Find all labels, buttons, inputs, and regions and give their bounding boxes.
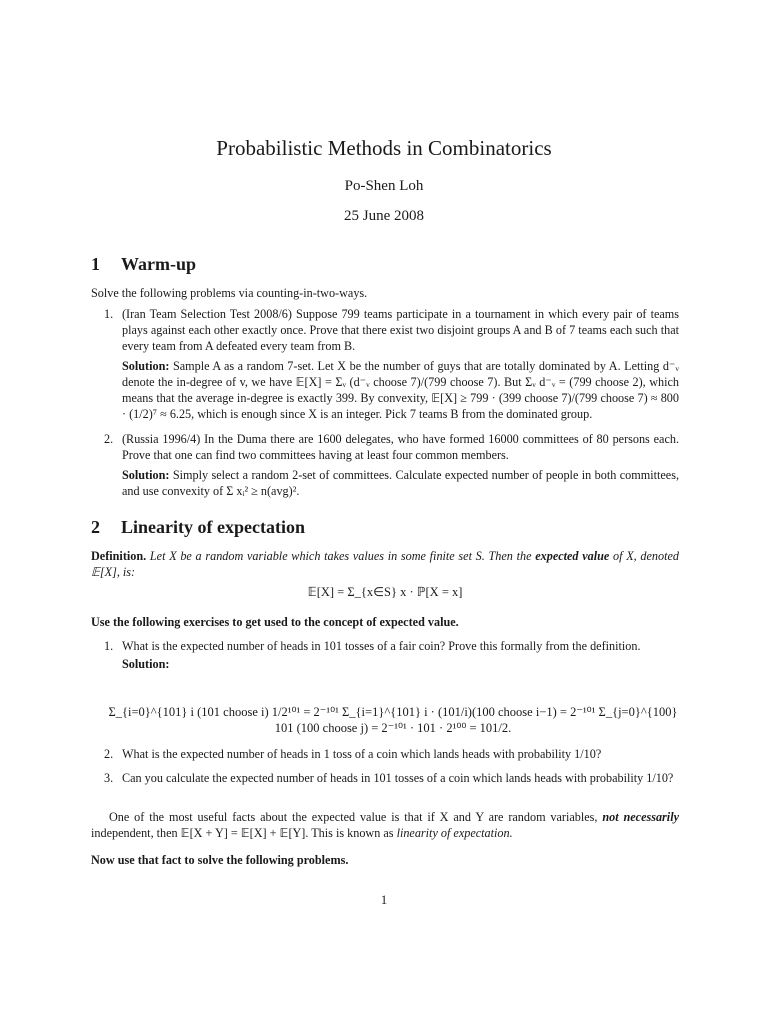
solution-block [122,467,679,499]
item-number: 1. [104,307,114,321]
solution-label: Solution: [122,657,170,671]
definition-paragraph [91,548,679,580]
solution-equation: Σ_{i=0}^{101} i (101 choose i) 1/2¹⁰¹ = 2⁻¹⁰¹ Σ_{i=1}^{101} i · (101/i)(100 choose i−1) = 2⁻¹⁰¹ Σ_{j=0}^{100} 101 (100 choose j) = 2⁻¹⁰¹ · 101 · 2¹⁰⁰ = 101/2. [108,705,678,735]
linearity-emphasis: not necessarily [602,810,679,824]
paper-date: 25 June 2008 [344,208,424,224]
list-item [104,306,679,422]
linearity-term: linearity of expectation. [396,826,513,840]
solution-label: Solution: [122,468,170,482]
item-number: 2. [104,747,114,761]
section-number: 1 [91,254,100,274]
linearity-text-mid: independent, then 𝔼[X + Y] = 𝔼[X] + 𝔼[Y]. This is known as [91,826,394,840]
list-item [104,746,679,762]
section-heading-warm-up [91,254,196,275]
paper-title: Probabilistic Methods in Combinatorics [216,136,552,160]
exercise-intro: Use the following exercises to get used to the concept of expected value. [91,615,459,629]
solution-text: Sample A as a random 7-set. Let X be the number of guys that are totally dominated by A. Letting d⁻ᵥ denote the in-degree of v, we have 𝔼[X] = Σᵥ (d⁻ᵥ choose 7)/(799 choose 7). But Σᵥ d⁻ᵥ = (799 choose 2), which means that the average in-degree is exactly 399. By convexity, 𝔼[X] ≥ 799 · (399 choose 7)/(799 choose 7) ≈ 800 · (1/2)⁷ ≈ 6.25, which is enough since X is an integer. Pick 7 teams B from the dominated group. [122,359,679,421]
solution-label: Solution: [122,359,170,373]
author-name: Po-Shen Loh [344,178,424,194]
problem-text: Can you calculate the expected number of heads in 101 tosses of a coin which lands heads with probability 1/10? [122,771,674,785]
section-number: 2 [91,517,100,537]
linearity-text: One of the most useful facts about the expected value is that if X and Y are random variables, [109,810,598,824]
page-number: 1 [380,893,388,907]
problem-text: (Russia 1996/4) In the Duma there are 1600 delegates, who have formed 16000 committees of 80 persons each. Prove that one can find two committees having at least four common members. [122,432,679,462]
list-item [104,431,679,499]
section-intro: Solve the following problems via counting-in-two-ways. [91,286,368,300]
section-title: Warm-up [121,254,197,274]
definition-text: Let X be a random variable which takes values in some finite set S. Then the [149,549,532,563]
item-number: 2. [104,432,114,446]
problem-text: What is the expected number of heads in 101 tosses of a fair coin? Prove this formally from the definition. [122,639,641,653]
solution-block [122,358,679,422]
definition-label: Definition. [91,549,147,563]
section-title: Linearity of expectation [121,517,305,537]
problem-text: (Iran Team Selection Test 2008/6) Suppose 799 teams participate in a tournament in which every pair of teams plays against each other exactly once. Prove that there exist two disjoint groups A and B of 7 teams each such that every team from A defeated every team from B. [122,307,679,353]
item-number: 3. [104,771,114,785]
problem-text: What is the expected number of heads in 1 toss of a coin which lands heads with probability 1/10? [122,747,602,761]
definition-text-end: of X, denoted 𝔼[X], is: [91,549,680,579]
section-heading-linearity [91,517,305,538]
list-item [104,638,679,672]
list-item [104,770,679,786]
linearity-paragraph [91,809,679,841]
definition-term: expected value [535,549,610,563]
solution-text: Simply select a random 2-set of committees. Calculate expected number of people in both committees, and use convexity of Σ xᵢ² ≥ n(avg)². [122,468,679,498]
item-number: 1. [104,639,114,653]
closing-instruction: Now use that fact to solve the following problems. [91,853,349,867]
definition-equation: 𝔼[X] = Σ_{x∈S} x · ℙ[X = x] [307,585,463,599]
